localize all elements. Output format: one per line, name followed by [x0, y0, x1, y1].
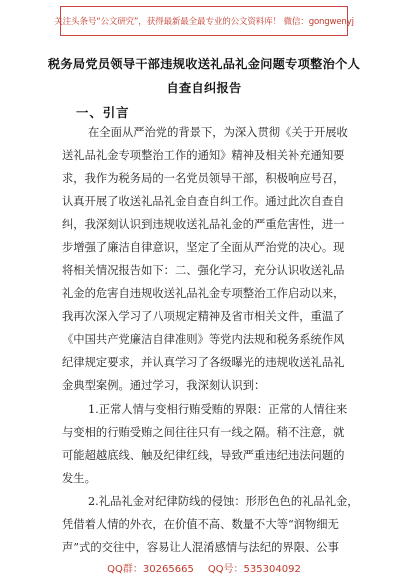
body-line: 礼金的危害自违规收送礼品礼金专项整治工作启动以来，	[62, 287, 345, 300]
promo-banner-text: 关注头条号“公文研究”，获得最新最全最专业的公文资料库！ 微信：gongwenyj	[54, 17, 354, 27]
body-line: 可能超越底线、触及纪律红线，导致严重违纪违法问题的	[62, 449, 345, 462]
page-footer	[0, 560, 408, 575]
body-line: 凭借着人情的外衣，在价值不高、数量不大等“润物细无	[62, 518, 339, 531]
body-line: 声”式的交往中，容易让人混淆感情与法纪的界限、公事	[62, 541, 339, 554]
document-title-line-2: 自查自纠报告	[166, 81, 242, 95]
body-line: 《中国共产党廉洁自律准则》等党内法规和税务系统作风	[62, 333, 345, 346]
body-line: 纠，我深刻认识到违规收送礼品礼金的严重危害性，进一	[62, 218, 345, 231]
footer-qq-number: QQ号：535304092	[207, 564, 301, 575]
body-line: 发生。	[62, 472, 96, 485]
section-heading-intro: 一、引言	[76, 105, 130, 120]
document-title-line-1: 税务局党员领导干部违规收送礼品礼金问题专项整治个人	[47, 57, 361, 71]
promo-banner	[54, 6, 354, 36]
body-line: 步增强了廉洁自律意识，坚定了全面从严治党的决心。现	[62, 241, 345, 254]
body-line: 认真开展了收送礼品礼金自查自纠工作。通过此次自查自	[62, 195, 345, 208]
body-line: 将相关情况报告如下：二、强化学习，充分认识收送礼品	[62, 264, 345, 277]
body-line: 求，我作为税务局的一名党员领导干部，积极响应号召，	[62, 172, 345, 185]
footer-qq-group: QQ群：30265665	[107, 564, 194, 575]
body-line: 1.正常人情与变相行贿受贿的界限：正常的人情往来	[88, 403, 348, 416]
body-line: 金典型案例。通过学习，我深刻认识到：	[62, 379, 266, 392]
body-line: 在全面从严治党的背景下，为深入贯彻《关于开展收	[88, 126, 348, 139]
body-line: 2.礼品礼金对纪律防线的侵蚀：形形色色的礼品礼金，	[88, 495, 359, 508]
body-line: 我再次深入学习了八项规定精神及省市相关文件，重温了	[62, 310, 345, 323]
body-line: 送礼品礼金专项整治工作的通知》精神及相关补充通知要	[62, 149, 345, 162]
body-line: 与变相的行贿受贿之间往往只有一线之隔。稍不注意，就	[62, 426, 345, 439]
body-line: 纪律规定要求，并认真学习了各级曝光的违规收送礼品礼	[62, 356, 345, 369]
